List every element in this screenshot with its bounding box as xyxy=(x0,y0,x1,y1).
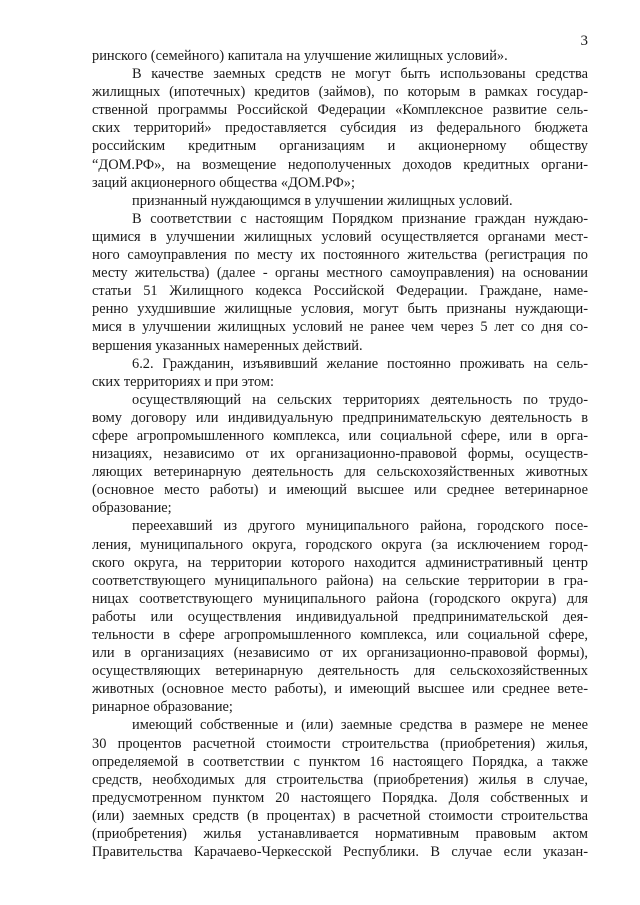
text-line: животных (основное место работы), и имеющий высшее или среднее вете- xyxy=(92,681,588,698)
text-line: тельности в сфере агропромышленного комплекса, или социальной сфере, xyxy=(92,627,588,643)
text-line: ринского (семейного) капитала на улучшение жилищных условий». xyxy=(92,48,508,64)
text-line: имеющий собственные и (или) заемные средства в размере не менее xyxy=(132,717,588,734)
document-body xyxy=(92,47,588,861)
text-line: переехавший из другого муниципального района, городского посе- xyxy=(132,518,588,535)
text-line: Правительства Карачаево-Черкесской Республики. В случае если указан- xyxy=(92,844,588,861)
text-line: средств, необходимых для строительства (приобретения) жилья в случае, xyxy=(92,771,588,788)
text-line: ринарное образование; xyxy=(92,699,233,716)
text-line: жилищных (ипотечных) кредитов (займов), по которым в рамках государ- xyxy=(92,84,588,101)
page-number: 3 xyxy=(580,33,588,49)
text-line: В соответствии с настоящим Порядком признание граждан нуждаю- xyxy=(132,210,588,227)
text-line: работы или осуществления индивидуальной предпринимательской дея- xyxy=(92,608,588,625)
text-line: осуществляющий на сельских территориях деятельность по трудо- xyxy=(132,391,588,408)
text-line: (приобретения) жилья устанавливается нормативным правовым актом xyxy=(92,826,588,843)
text-line: мися в улучшении жилищных условий не ранее чем через 5 лет со дня со- xyxy=(92,319,588,336)
text-line: ских территорий» предоставляется субсидия из федерального бюджета xyxy=(92,120,588,137)
text-line: “ДОМ.РФ», на возмещение недополученных доходов кредитных органи- xyxy=(92,156,588,173)
text-line: ницах соответствующего муниципального района (городского округа) для xyxy=(92,590,588,607)
text-line: российским кредитным организациям и акционерному обществу xyxy=(92,138,588,155)
text-line: определяемой в соответствии с пунктом 16 настоящего Порядка, а также xyxy=(92,753,588,770)
text-line: В качестве заемных средств не могут быть использованы средства xyxy=(132,66,588,83)
text-line: сфере агропромышленного комплекса, или социальной сфере, или в орга- xyxy=(92,427,588,444)
text-line: ского округа, на территории которого находится административный центр xyxy=(92,554,588,571)
text-line: низациях, независимо от их организационно-правовой формы, осуществ- xyxy=(92,446,588,463)
text-line: ских территориях и при этом: xyxy=(92,373,275,390)
text-line: вершения указанных намеренных действий. xyxy=(92,337,363,354)
text-line: месту жительства) (далее - органы местного самоуправления) на основании xyxy=(92,265,588,282)
text-line: (основное место работы) и имеющий высшее или среднее ветеринарное xyxy=(92,482,588,499)
text-line: статьи 51 Жилищного кодекса Российской Федерации. Граждане, наме- xyxy=(92,283,588,300)
text-line: образование; xyxy=(92,500,172,517)
text-line: вому договору или индивидуальную предпринимательскую деятельность в xyxy=(92,409,588,426)
text-line: ляющих ветеринарную деятельность для сельскохозяйственных животных xyxy=(92,464,588,481)
text-line: заций акционерного общества «ДОМ.РФ»; xyxy=(92,174,355,191)
text-line: (или) заемных средств (в процентах) в расчетной стоимости строительства xyxy=(92,807,588,824)
text-line: ственной программы Российской Федерации «Комплексное развитие сель- xyxy=(92,102,588,119)
text-line: ления, муниципального округа, городского округа (за исключением город- xyxy=(92,536,588,553)
text-line: щимися в улучшении жилищных условий осуществляется органами мест- xyxy=(92,228,588,245)
text-line: 30 процентов расчетной стоимости строительства (приобретения) жилья, xyxy=(92,735,588,752)
text-line: признанный нуждающимся в улучшении жилищных условий. xyxy=(132,192,513,209)
text-line: 6.2. Гражданин, изъявивший желание постоянно проживать на сель- xyxy=(132,355,588,372)
text-line: или в организациях (независимо от их организационно-правовой формы), xyxy=(92,645,588,662)
text-line: осуществляющих ветеринарную деятельность для сельскохозяйственных xyxy=(92,663,588,680)
text-line: соответствующего муниципального района) на сельские территории в гра- xyxy=(92,572,588,589)
text-line: ренно ухудшившие жилищные условия, могут быть признаны нуждающи- xyxy=(92,301,588,318)
text-line: предусмотренном пунктом 20 настоящего Порядка. Доля собственных и xyxy=(92,789,588,806)
text-line: ного самоуправления по месту их постоянного жительства (регистрация по xyxy=(92,247,588,264)
